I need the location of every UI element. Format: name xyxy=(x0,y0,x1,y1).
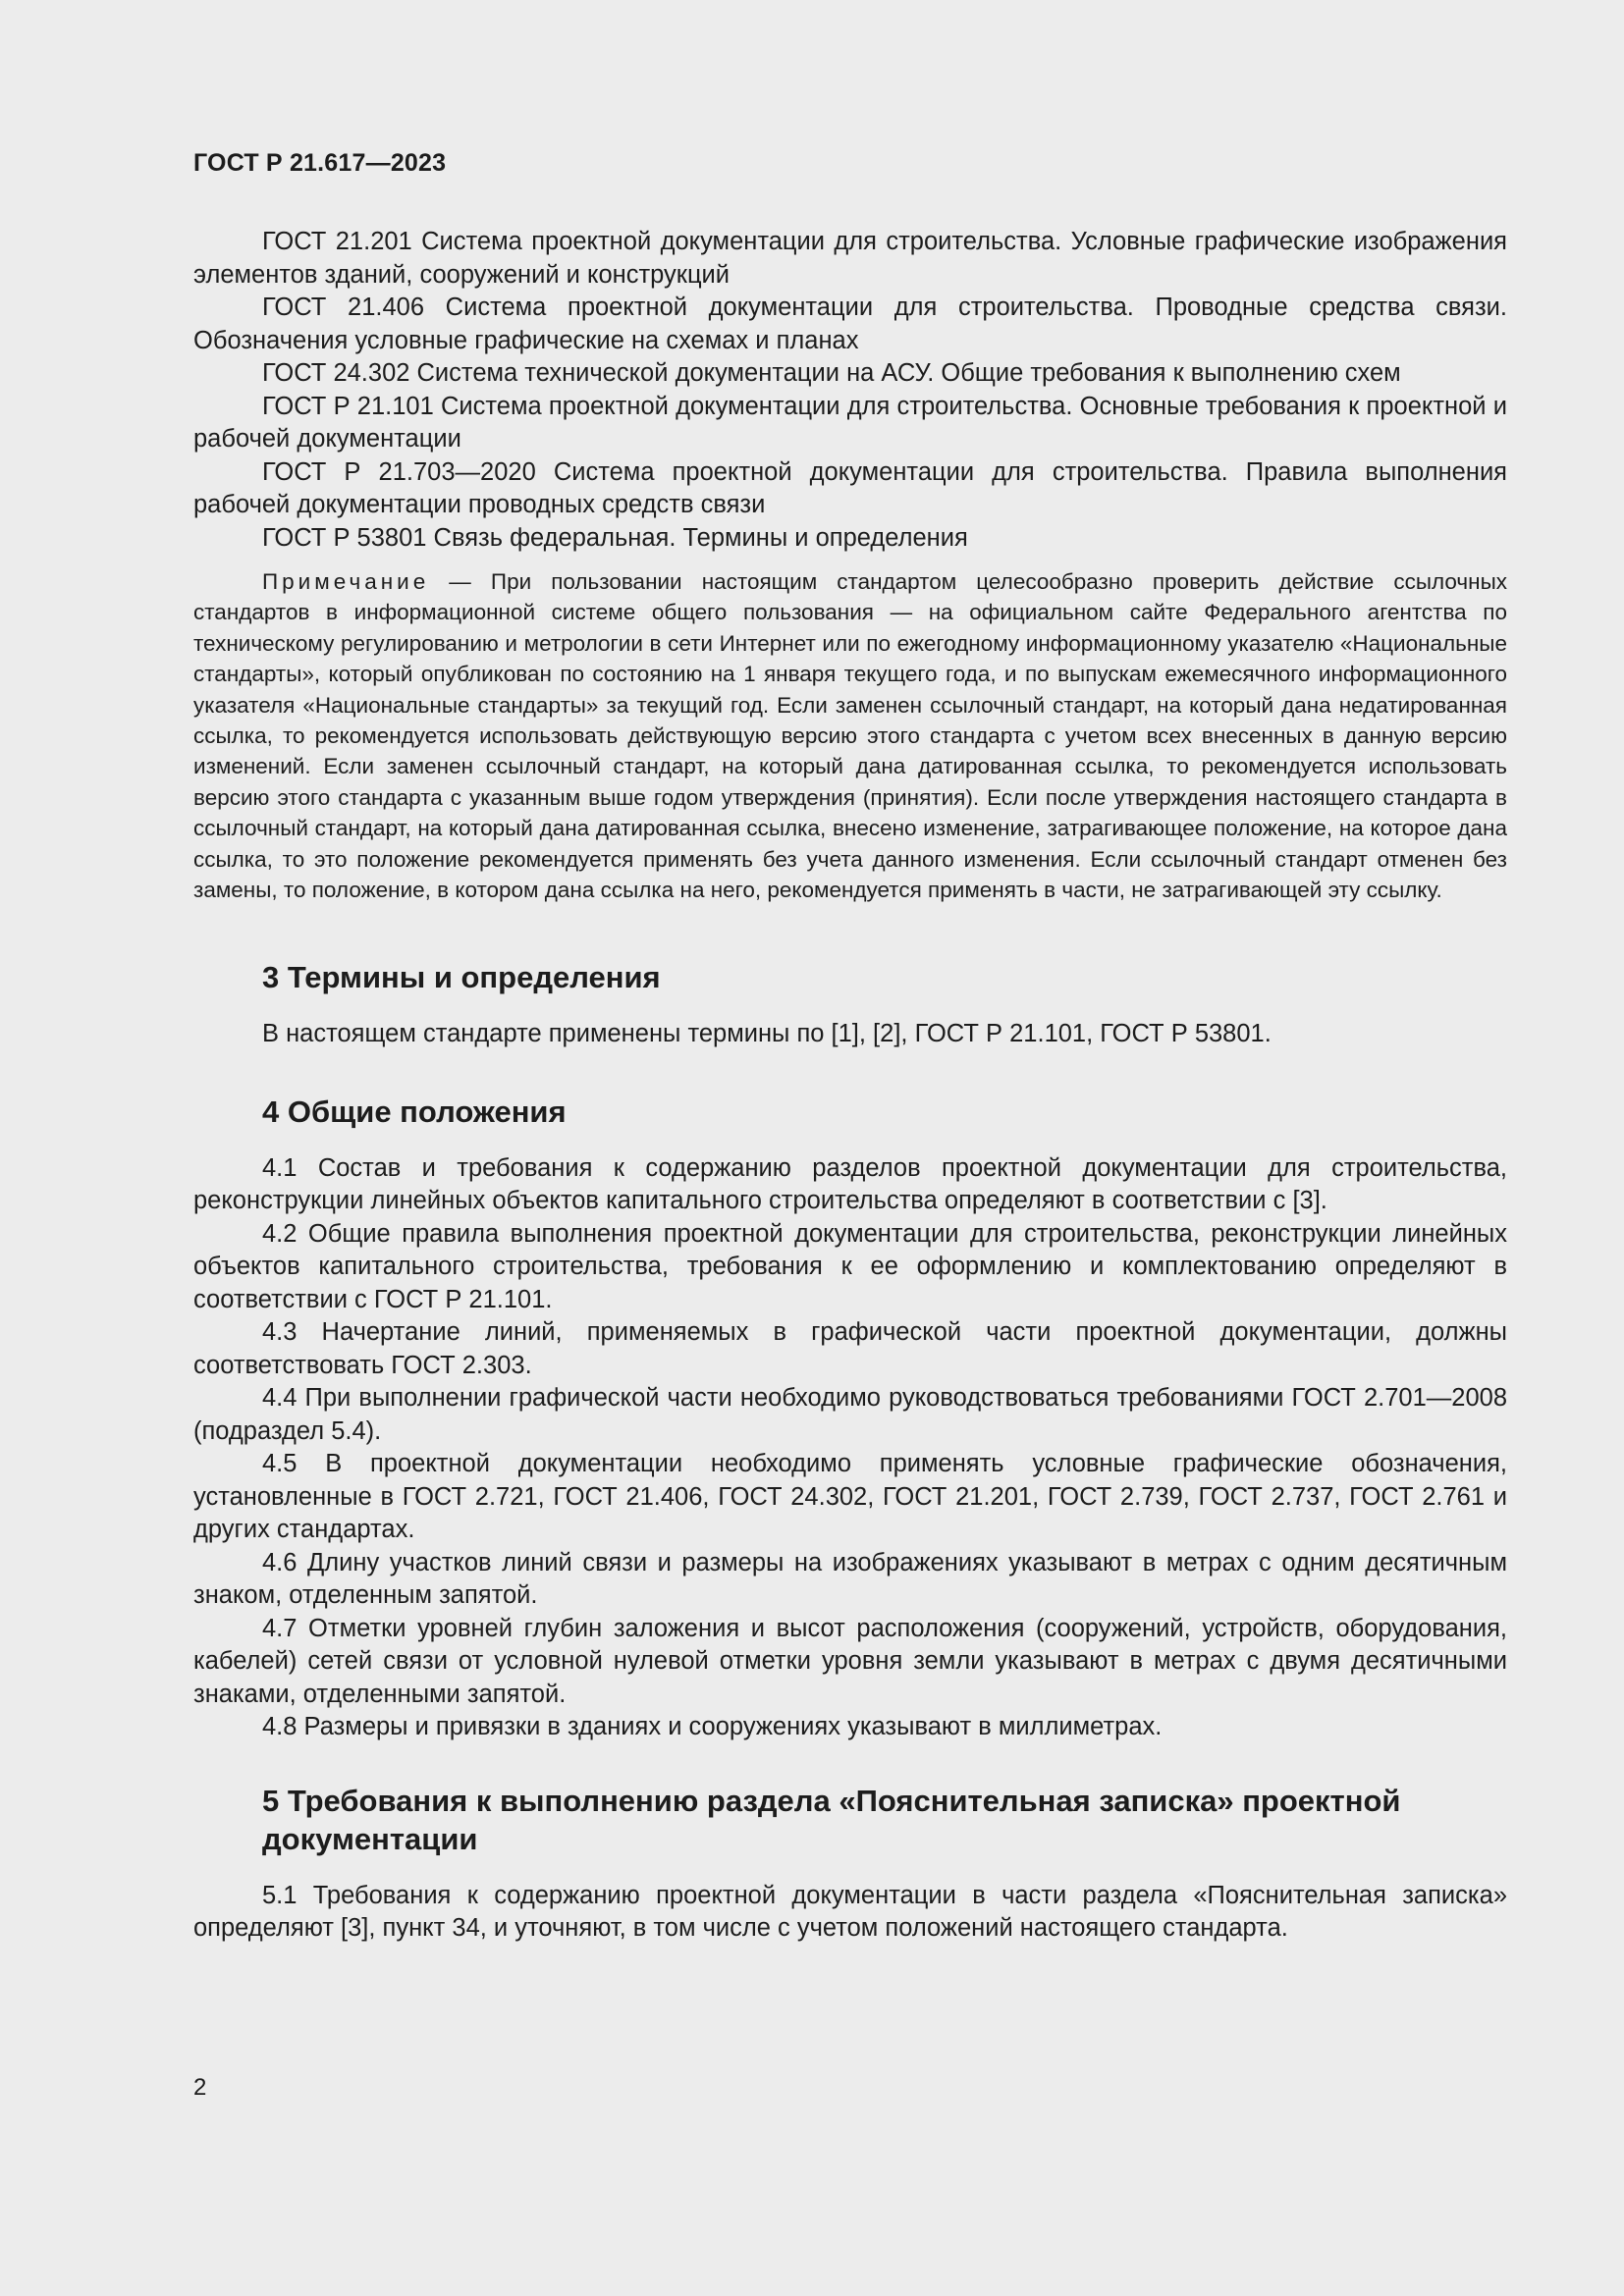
reference-item: ГОСТ Р 21.101 Система проектной документации для строительства. Основные требования к проектной и рабочей документации xyxy=(193,392,1507,453)
reference-item: ГОСТ Р 53801 Связь федеральная. Термины и определения xyxy=(262,523,968,552)
section-3-paragraph: В настоящем стандарте применены термины по [1], [2], ГОСТ Р 21.101, ГОСТ Р 53801. xyxy=(262,1020,1272,1048)
note-label: Примечание xyxy=(262,569,430,594)
clause-4-8: 4.8 Размеры и привязки в зданиях и сооружениях указывают в миллиметрах. xyxy=(262,1713,1163,1741)
clause-4-2: 4.2 Общие правила выполнения проектной документации для строительства, реконструкции линейных объектов капитального строительства, требования к ее оформлению и комплектованию определяют в соответствии с ГОСТ Р 21.101. xyxy=(193,1219,1507,1313)
section-4-title: 4 Общие положения xyxy=(262,1094,567,1129)
section-5-title: 5 Требования к выполнению раздела «Пояснительная записка» проектной документации xyxy=(262,1783,1401,1856)
reference-item: ГОСТ 21.406 Система проектной документации для строительства. Проводные средства связи. Обозначения условные графические на схемах и планах xyxy=(193,294,1507,354)
document-code-header: ГОСТ Р 21.617—2023 xyxy=(193,149,447,177)
reference-item: ГОСТ 21.201 Система проектной документации для строительства. Условные графические изображения элементов зданий, сооружений и конструкций xyxy=(193,228,1507,289)
reference-item: ГОСТ 24.302 Система технической документации на АСУ. Общие требования к выполнению схем xyxy=(262,359,1401,387)
page-number: 2 xyxy=(193,2074,207,2101)
clause-4-3: 4.3 Начертание линий, применяемых в графической части проектной документации, должны соответствовать ГОСТ 2.303. xyxy=(193,1318,1507,1379)
section-3-title: 3 Термины и определения xyxy=(262,960,661,995)
page-content xyxy=(193,226,1507,1946)
clause-4-7: 4.7 Отметки уровней глубин заложения и высот расположения (сооружений, устройств, оборудования, кабелей) сетей связи от условной нулевой отметки уровня земли указывают в метрах с двумя десятичными знаками, отделенными запятой. xyxy=(193,1614,1507,1708)
note-text: При пользовании настоящим стандартом целесообразно проверить действие ссылочных стандартов в информационной системе общего пользования — на официальном сайте Федерального агентства по техническому регулированию и метрологии в сети Интернет или по ежегодному информационному указателю «Национальные стандарты», который опубликован по состоянию на 1 января текущего года, и по выпускам ежемесячного информационного указателя «Национальные стандарты» за текущий год. Если заменен ссылочный стандарт, на который дана недатированная ссылка, то рекомендуется использовать действующую версию этого стандарта с учетом всех внесенных в данную версию изменений. Если заменен ссылочный стандарт, на который дана датированная ссылка, то рекомендуется использовать версию этого стандарта с указанным выше годом утверждения (принятия). Если после утверждения настоящего стандарта в ссылочный стандарт, на который дана датированная ссылка, внесено изменение, затрагивающее положение, на которое дана ссылка, то это положение рекомендуется применять без учета данного изменения. Если ссылочный стандарт отменен без замены, то положение, в котором дана ссылка на него, рекомендуется применять в части, не затрагивающей эту ссылку. xyxy=(193,569,1507,903)
clause-4-5: 4.5 В проектной документации необходимо применять условные графические обозначения, установленные в ГОСТ 2.721, ГОСТ 21.406, ГОСТ 24.302, ГОСТ 21.201, ГОСТ 2.739, ГОСТ 2.737, ГОСТ 2.761 и других стандартах. xyxy=(193,1450,1507,1544)
clause-4-4: 4.4 При выполнении графической части необходимо руководствоваться требованиями ГОСТ 2.701—2008 (подраздел 5.4). xyxy=(193,1384,1507,1445)
note-dash: — xyxy=(429,569,491,594)
note-paragraph xyxy=(193,566,1507,905)
normative-references-list xyxy=(193,226,1507,555)
clause-4-1: 4.1 Состав и требования к содержанию разделов проектной документации для строительства, реконструкции линейных объектов капитального строительства определяют в соответствии с [3]. xyxy=(193,1153,1507,1215)
reference-item: ГОСТ Р 21.703—2020 Система проектной документации для строительства. Правила выполнения рабочей документации проводных средств связи xyxy=(193,457,1507,518)
document-page xyxy=(193,0,1507,2296)
clause-4-6: 4.6 Длину участков линий связи и размеры на изображениях указывают в метрах с одним десятичным знаком, отделенным запятой. xyxy=(193,1548,1507,1610)
clause-5-1: 5.1 Требования к содержанию проектной документации в части раздела «Пояснительная записка» определяют [3], пункт 34, и уточняют, в том числе с учетом положений настоящего стандарта. xyxy=(193,1881,1507,1943)
